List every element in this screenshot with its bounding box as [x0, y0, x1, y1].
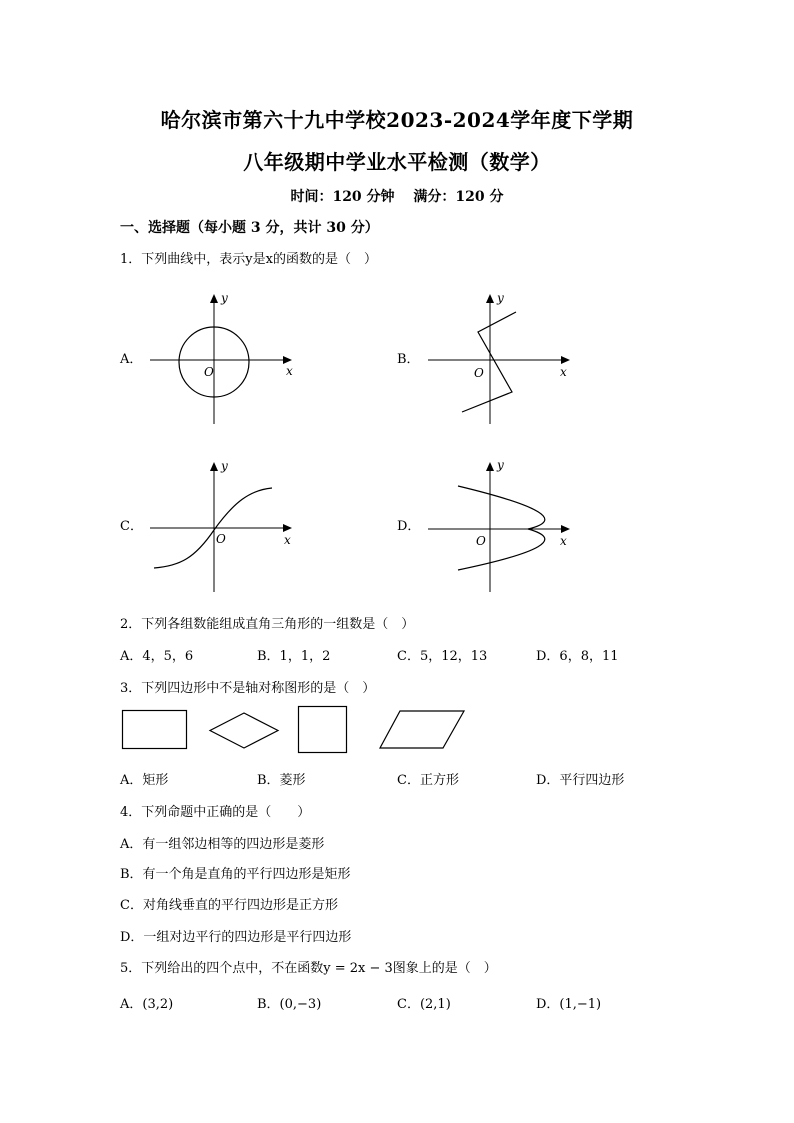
q1-a-origin-label: O — [204, 365, 214, 379]
q1-graph-c — [150, 458, 300, 593]
q3-shape-square — [298, 706, 348, 754]
section-heading: 一、选择题（每小题 3 分，共计 30 分） — [120, 220, 379, 236]
q1-d-x-label: x — [560, 534, 567, 548]
question-1-stem: 1．下列曲线中，表示y是x的函数的是（ ） — [120, 252, 377, 267]
q3-option-b: B．菱形 — [257, 773, 306, 788]
q1-d-origin-label: O — [476, 534, 486, 548]
q5-option-d: D．(1,−1) — [536, 997, 602, 1012]
question-2-stem: 2．下列各组数能组成直角三角形的一组数是（ ） — [120, 617, 415, 632]
q1-d-y-label: y — [497, 458, 504, 472]
q1-c-y-label: y — [221, 459, 228, 473]
q1-graph-a — [150, 290, 300, 425]
q1-option-b-label: B． — [397, 352, 420, 367]
q1-option-d-label: D． — [397, 519, 421, 534]
q4-option-d: D．一组对边平行的四边形是平行四边形 — [120, 930, 352, 945]
q1-b-origin-label: O — [474, 366, 484, 380]
question-5-stem: 5．下列给出的四个点中，不在函数y = 2x − 3图象上的是（ ） — [120, 961, 497, 976]
exam-title-line2: 八年级期中学业水平检测（数学） — [243, 150, 551, 174]
question-3-stem: 3．下列四边形中不是轴对称图形的是（ ） — [120, 681, 376, 696]
q2-option-c: C．5，12，13 — [397, 649, 488, 664]
q3-shape-rectangle — [122, 710, 188, 750]
q4-option-a: A．有一组邻边相等的四边形是菱形 — [120, 837, 325, 852]
q3-option-a: A．矩形 — [120, 773, 169, 788]
q3-shape-rhombus — [208, 712, 280, 750]
q5-option-a: A．(3,2) — [120, 997, 174, 1012]
q1-a-x-label: x — [286, 364, 293, 378]
q3-shape-parallelogram — [378, 710, 466, 750]
question-4-stem: 4．下列命题中正确的是（ ） — [120, 805, 311, 820]
q1-option-c-label: C． — [120, 519, 143, 534]
q3-option-c: C．正方形 — [397, 773, 459, 788]
exam-time-info: 时间：120 分钟 满分：120 分 — [290, 189, 504, 205]
q1-b-y-label: y — [497, 291, 504, 305]
q1-option-a-label: A． — [120, 352, 143, 367]
q1-b-x-label: x — [560, 365, 567, 379]
q4-option-b: B．有一个角是直角的平行四边形是矩形 — [120, 867, 351, 882]
q5-option-c: C．(2,1) — [397, 997, 451, 1012]
q5-option-b: B．(0,−3) — [257, 997, 322, 1012]
q1-c-origin-label: O — [216, 532, 226, 546]
exam-title-line1: 哈尔滨市第六十九中学校2023-2024学年度下学期 — [160, 108, 634, 132]
q1-a-y-label: y — [221, 291, 228, 305]
q1-graph-d — [428, 458, 578, 593]
q2-option-d: D．6，8，11 — [536, 649, 619, 664]
q1-c-x-label: x — [284, 533, 291, 547]
q3-option-d: D．平行四边形 — [536, 773, 625, 788]
q1-graph-b — [428, 290, 578, 425]
q2-option-b: B．1，1，2 — [257, 649, 331, 664]
q2-option-a: A．4，5，6 — [120, 649, 194, 664]
q4-option-c: C．对角线垂直的平行四边形是正方形 — [120, 898, 338, 913]
